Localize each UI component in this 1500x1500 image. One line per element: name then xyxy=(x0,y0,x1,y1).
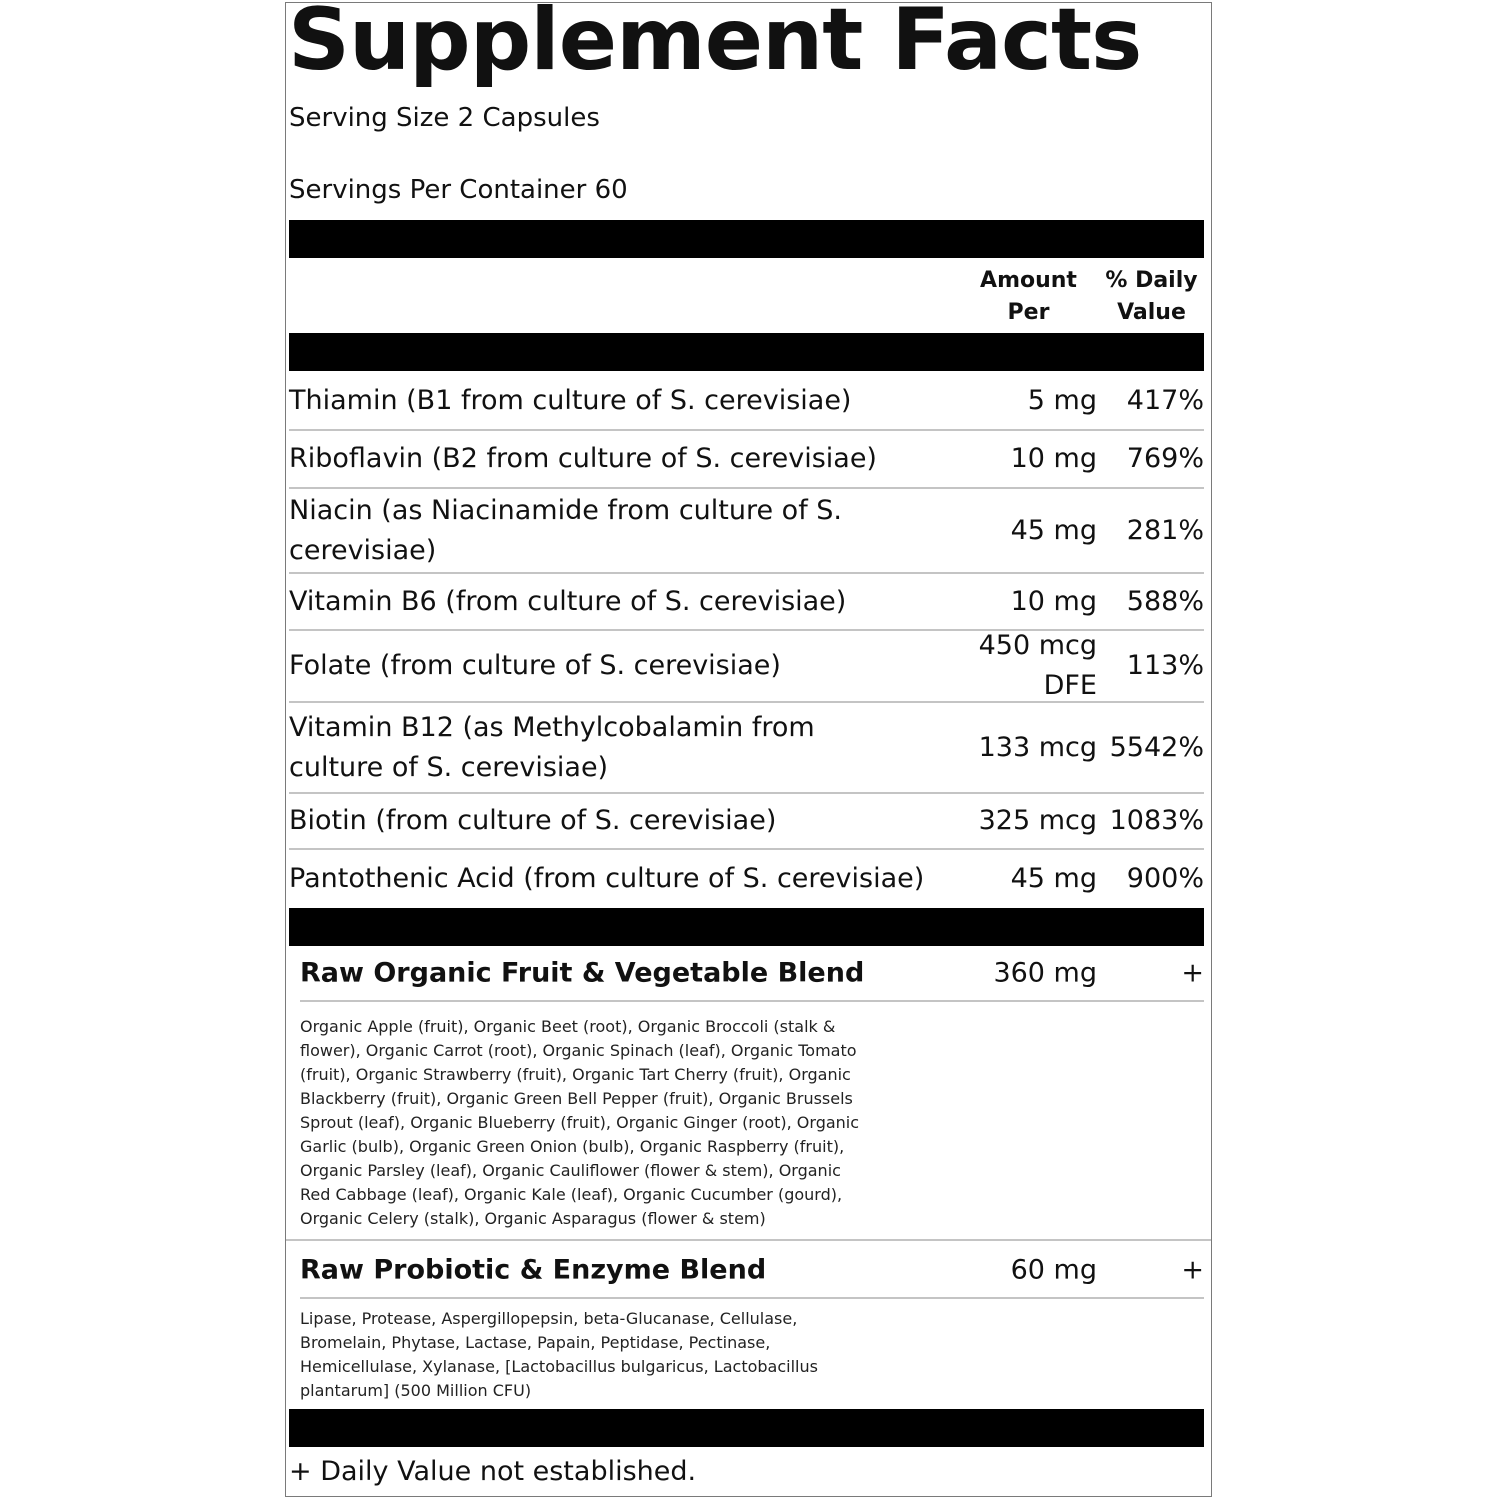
blend-daily-value: + xyxy=(1181,1254,1204,1286)
thick-divider-header xyxy=(289,333,1204,371)
daily-value-header xyxy=(1104,265,1199,329)
nutrient-daily-value: 588% xyxy=(1126,585,1204,617)
amount-header-line1: Amount Per xyxy=(980,268,1077,325)
blend-row-probiotic-enzyme xyxy=(300,1243,1204,1299)
nutrient-name: Vitamin B6 (from culture of S. cerevisiae) xyxy=(289,585,847,617)
blend-amount: 60 mg xyxy=(1010,1254,1097,1286)
blend-name: Raw Probiotic & Enzyme Blend xyxy=(300,1254,767,1286)
blend-amount: 360 mg xyxy=(993,957,1097,989)
nutrient-daily-value: 281% xyxy=(1126,514,1204,546)
nutrient-row-biotin xyxy=(289,794,1204,850)
nutrient-name: Folate (from culture of S. cerevisiae) xyxy=(289,650,781,681)
nutrient-amount: 5 mg xyxy=(1027,385,1097,416)
daily-value-footnote: + Daily Value not established. xyxy=(289,1456,697,1487)
nutrient-row-riboflavin xyxy=(289,431,1204,489)
nutrient-name: Pantothenic Acid (from culture of S. cerevisiae) xyxy=(289,863,925,894)
dv-header-line1: % Daily xyxy=(1105,268,1198,293)
thick-divider-bottom xyxy=(289,1409,1204,1447)
panel-title: Supplement Facts xyxy=(288,0,1142,90)
nutrient-row-niacin xyxy=(289,489,1204,574)
nutrient-daily-value: 113% xyxy=(1126,650,1204,681)
nutrient-amount: 133 mcg xyxy=(978,731,1097,763)
serving-size: Serving Size 2 Capsules xyxy=(289,103,600,133)
nutrient-amount: 325 mcg xyxy=(978,805,1097,836)
nutrient-name: Biotin (from culture of S. cerevisiae) xyxy=(289,805,777,836)
blend-ingredients-fruit-vegetable: Organic Apple (fruit), Organic Beet (root), Organic Broccoli (stalk & flower), Organic Carrot (root), Organic Spinach (leaf), Organic Tomato (fruit), Organic Strawberry (fruit), Organic Tart Cherry (fruit), Organic Blackberry (fruit), Organic Green Bell Pepper (fruit), Organic Brussels Sprout (leaf), Organic Blueberry (fruit), Organic Ginger (root), Organic Garlic (bulb), Organic Green Onion (bulb), Organic Raspberry (fruit), Organic Parsley (leaf), Organic Cauliflower (flower & stem), Organic Red Cabbage (leaf), Organic Kale (leaf), Organic Cucumber (gourd), Organic Celery (stalk), Organic Asparagus (flower & stem) xyxy=(300,1017,860,1228)
servings-per-container: Servings Per Container 60 xyxy=(289,175,628,205)
nutrient-amount: 45 mg xyxy=(1010,514,1097,546)
nutrient-daily-value: 769% xyxy=(1126,443,1204,474)
blend-separator xyxy=(286,1239,1211,1241)
dv-header-line2: Value xyxy=(1117,300,1186,325)
nutrient-name: Niacin (as Niacinamide from culture of S. cerevisiae) xyxy=(289,494,842,566)
nutrient-name: Thiamin (B1 from culture of S. cerevisiae) xyxy=(289,385,852,416)
nutrient-name: Vitamin B12 (as Methylcobalamin from culture of S. cerevisiae) xyxy=(289,711,815,783)
nutrient-row-thiamin xyxy=(289,373,1204,431)
nutrient-amount: 10 mg xyxy=(1010,585,1097,617)
thick-divider-blends xyxy=(289,908,1204,946)
blend-ingredients-probiotic-enzyme: Lipase, Protease, Aspergillopepsin, beta-Glucanase, Cellulase, Bromelain, Phytase, Lactase, Papain, Peptidase, Pectinase, Hemicellulase, Xylanase, [Lactobacillus bulgaricus, Lactobacillus plantarum] (500 Million CFU) xyxy=(300,1309,818,1400)
nutrient-daily-value: 5542% xyxy=(1109,731,1204,763)
nutrient-daily-value: 900% xyxy=(1126,863,1204,894)
nutrient-row-pantothenic-acid xyxy=(289,850,1204,908)
nutrient-amount: 45 mg xyxy=(1010,863,1097,894)
nutrient-daily-value: 417% xyxy=(1126,385,1204,416)
nutrient-row-vitamin-b6 xyxy=(289,574,1204,631)
nutrient-amount: 10 mg xyxy=(1010,443,1097,474)
nutrient-row-folate xyxy=(289,631,1204,703)
supplement-facts-panel xyxy=(285,2,1212,1497)
nutrient-amount: 450 mcg DFE xyxy=(978,630,1097,701)
thick-divider-top xyxy=(289,220,1204,258)
nutrient-daily-value: 1083% xyxy=(1109,805,1204,836)
nutrient-name: Riboflavin (B2 from culture of S. cerevisiae) xyxy=(289,443,877,474)
blend-row-fruit-vegetable xyxy=(300,946,1204,1002)
nutrient-row-vitamin-b12 xyxy=(289,703,1204,794)
blend-name: Raw Organic Fruit & Vegetable Blend xyxy=(300,957,865,989)
blend-daily-value: + xyxy=(1181,957,1204,989)
